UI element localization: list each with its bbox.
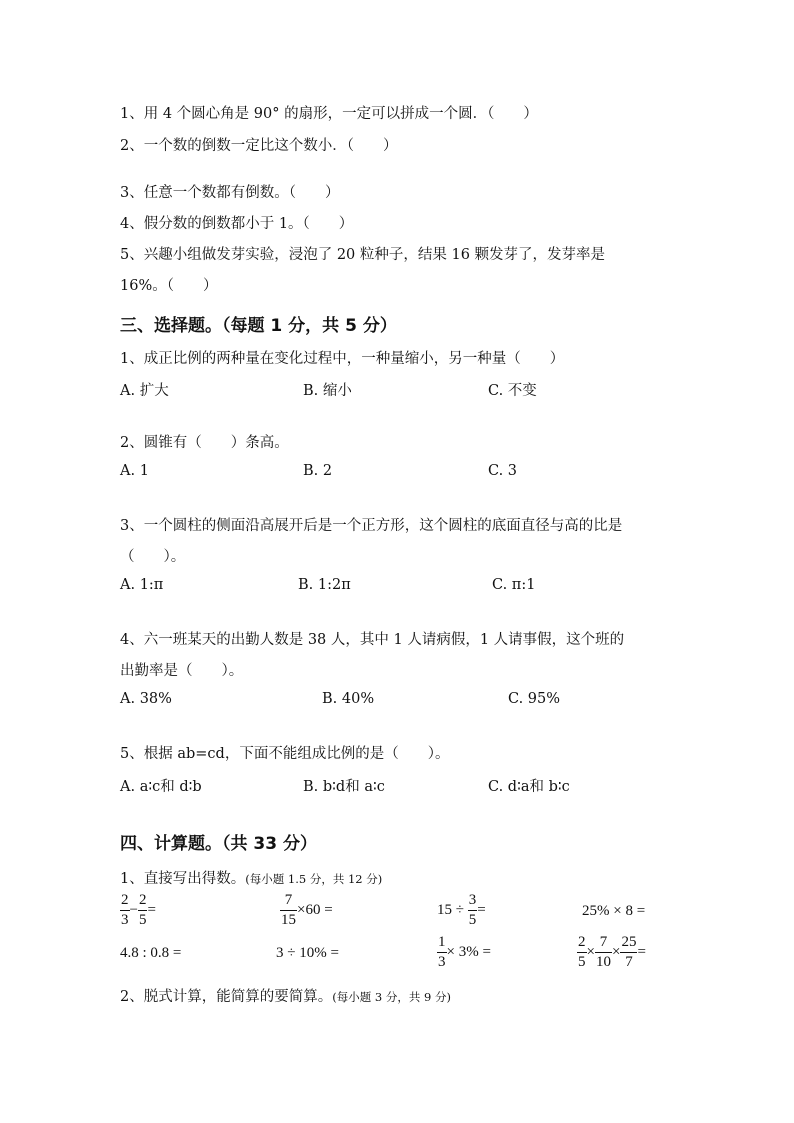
choice-q3-option-b: B. 1:2π [298,577,351,593]
fraction: $\frac{2}{5}$ [138,892,147,928]
judge-item-5: 5、兴趣小组做发芽实验，浸泡了 20 粒种子，结果 16 颗发芽了，发芽率是 [120,247,606,263]
choice-q2-stem: 2、圆锥有（ ）条高。 [120,435,289,451]
expr-6: 3 ÷ 10% = [276,945,339,961]
choice-q3-option-c: C. π:1 [492,577,536,593]
judge-item-3: 3、任意一个数都有倒数。（ ） [120,185,340,201]
calc-q1-label [120,867,382,888]
calc-q2-label [120,985,451,1006]
section-3-title: 三、选择题。（每题 1 分，共 5 分） [120,316,397,336]
judge-item-4: 4、假分数的倒数都小于 1。（ ） [120,216,354,232]
fraction: $\frac{3}{5}$ [468,892,477,928]
choice-q2-option-b: B. 2 [303,463,333,479]
calc-q2-label-text: 2、脱式计算，能简算的要简算。 [120,989,333,1005]
fraction: $\frac{7}{15}$ [281,892,296,928]
expr-2: $\frac{7}{15}$ ×60 = [281,892,333,928]
expr-5: 4.8 : 0.8 = [120,945,182,961]
choice-q2-option-a: A. 1 [120,463,149,479]
choice-q1-option-a: A. 扩大 [120,383,169,399]
expr-1: $\frac{2}{3}$ − $\frac{2}{5}$ = [121,892,156,928]
choice-q3-option-a: A. 1:π [120,577,164,593]
fraction: $\frac{1}{3}$ [438,934,446,970]
choice-q4-option-a: A. 38% [120,691,172,707]
fraction: $\frac{2}{5}$ [578,934,586,970]
choice-q5-option-c: C. d∶a和 b∶c [488,779,570,795]
expr-4: 25% × 8 = [582,903,646,919]
fraction: $\frac{7}{10}$ [595,934,611,970]
judge-item-1: 1、用 4 个圆心角是 90° 的扇形，一定可以拼成一个圆．（ ） [120,106,538,122]
expr-7: $\frac{1}{3}$ × 3% = [438,934,491,970]
judge-item-5-cont: 16%。（ ） [120,278,218,294]
calc-q1-label-text: 1、直接写出得数。 [120,871,246,887]
section-4-title: 四、计算题。（共 33 分） [120,834,317,854]
choice-q4-stem: 4、六一班某天的出勤人数是 38 人，其中 1 人请病假，1 人请事假，这个班的 [120,632,625,648]
choice-q4-option-b: B. 40% [322,691,375,707]
calc-q1-note: (每小题 1.5 分，共 12 分) [245,872,383,886]
choice-q4-option-c: C. 95% [508,691,561,707]
fraction: $\frac{2}{3}$ [121,892,129,928]
choice-q5-stem: 5、根据 ab=cd，下面不能组成比例的是（ ）。 [120,746,450,762]
choice-q2-option-c: C. 3 [488,463,518,479]
expr-3: 15 ÷ $\frac{3}{5}$ = [437,892,486,928]
choice-q3-stem: 3、一个圆柱的侧面沿高展开后是一个正方形，这个圆柱的底面直径与高的比是 [120,518,623,534]
expr-8: $\frac{2}{5}$ × $\frac{7}{10}$ × $\frac{25}{7}$ = [578,934,646,970]
choice-q3-stem-cont: （ ）。 [120,549,186,565]
choice-q4-stem-cont: 出勤率是（ ）。 [120,663,244,679]
judge-item-2: 2、一个数的倒数一定比这个数小．（ ） [120,138,398,154]
choice-q1-option-b: B. 缩小 [303,383,352,399]
choice-q5-option-a: A. a∶c和 d∶b [120,779,202,795]
fraction: $\frac{25}{7}$ [621,934,637,970]
choice-q1-option-c: C. 不变 [488,383,537,399]
choice-q1-stem: 1、成正比例的两种量在变化过程中，一种量缩小，另一种量（ ） [120,351,565,367]
calc-q2-note: (每小题 3 分，共 9 分) [332,990,451,1004]
choice-q5-option-b: B. b∶d和 a∶c [303,779,385,795]
